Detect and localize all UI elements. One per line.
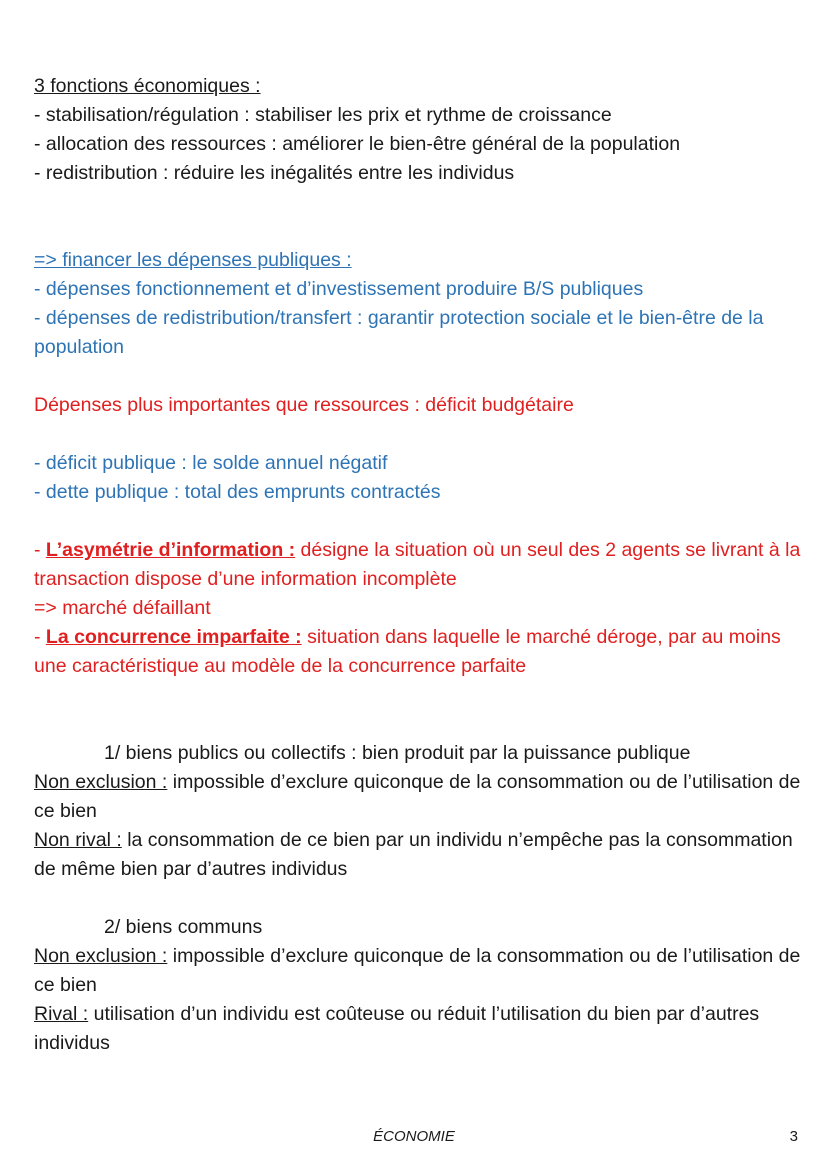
non-rival-text: la consommation de ce bien par un individu n’empêche pas la consommation de même bien par d’autres individus bbox=[34, 829, 793, 880]
common-goods-non-exclusion bbox=[34, 942, 804, 1000]
spacer bbox=[34, 362, 804, 391]
function-item-allocation: - allocation des ressources : améliorer le bien-être général de la population bbox=[34, 133, 681, 155]
page-number: 3 bbox=[789, 1128, 798, 1145]
document-page bbox=[34, 72, 804, 1058]
list-dash: - bbox=[34, 626, 46, 648]
spacer bbox=[34, 681, 804, 739]
public-debt-definition: - dette publique : total des emprunts contractés bbox=[34, 481, 441, 503]
function-item-redistribution: - redistribution : réduire les inégalités entre les individus bbox=[34, 162, 515, 184]
public-goods-non-exclusion bbox=[34, 768, 804, 826]
public-goods-non-rival bbox=[34, 826, 804, 884]
spending-item-operating: - dépenses fonctionnement et d’investissement produire B/S publiques bbox=[34, 278, 644, 300]
imperfect-competition-definition bbox=[34, 623, 804, 681]
public-goods-heading: 1/ biens publics ou collectifs : bien produit par la puissance publique bbox=[104, 742, 691, 764]
common-goods-rival bbox=[34, 1000, 804, 1058]
non-exclusion-term: Non exclusion : bbox=[34, 945, 168, 967]
spending-heading: => financer les dépenses publiques : bbox=[34, 249, 352, 271]
rival-term: Rival : bbox=[34, 1003, 89, 1025]
non-exclusion-text: impossible d’exclure quiconque de la consommation ou de l’utilisation de ce bien bbox=[34, 771, 801, 822]
spacer bbox=[34, 188, 804, 246]
failing-market-result: => marché défaillant bbox=[34, 597, 211, 619]
imperfect-competition-term: La concurrence imparfaite : bbox=[45, 626, 302, 648]
public-deficit-definition: - déficit publique : le solde annuel négatif bbox=[34, 452, 388, 474]
function-item-stabilisation: - stabilisation/régulation : stabiliser les prix et rythme de croissance bbox=[34, 104, 612, 126]
asymmetry-term: L’asymétrie d’information : bbox=[45, 539, 296, 561]
budget-deficit-statement: Dépenses plus importantes que ressources : déficit budgétaire bbox=[34, 394, 574, 416]
imperfect-competition-text: situation dans laquelle le marché déroge, par au moins une caractéristique au modèle de la concurrence parfaite bbox=[34, 626, 781, 677]
spacer bbox=[34, 420, 804, 449]
rival-text: utilisation d’un individu est coûteuse ou réduit l’utilisation du bien par d’autres individus bbox=[34, 1003, 760, 1054]
common-goods-heading: 2/ biens communs bbox=[104, 916, 263, 938]
spacer bbox=[34, 884, 804, 913]
spacer bbox=[34, 507, 804, 536]
asymmetry-text: désigne la situation où un seul des 2 agents se livrant à la transaction dispose d’une information incomplète bbox=[34, 539, 801, 590]
non-exclusion-text: impossible d’exclure quiconque de la consommation ou de l’utilisation de ce bien bbox=[34, 945, 801, 996]
spending-item-redistribution: - dépenses de redistribution/transfert : garantir protection sociale et le bien-être de la population bbox=[34, 307, 764, 358]
footer-subject: ÉCONOMIE bbox=[373, 1128, 455, 1145]
asymmetry-definition bbox=[34, 536, 804, 594]
non-rival-term: Non rival : bbox=[34, 829, 122, 851]
non-exclusion-term: Non exclusion : bbox=[34, 771, 168, 793]
list-dash: - bbox=[34, 539, 46, 561]
functions-heading: 3 fonctions économiques : bbox=[34, 75, 261, 97]
